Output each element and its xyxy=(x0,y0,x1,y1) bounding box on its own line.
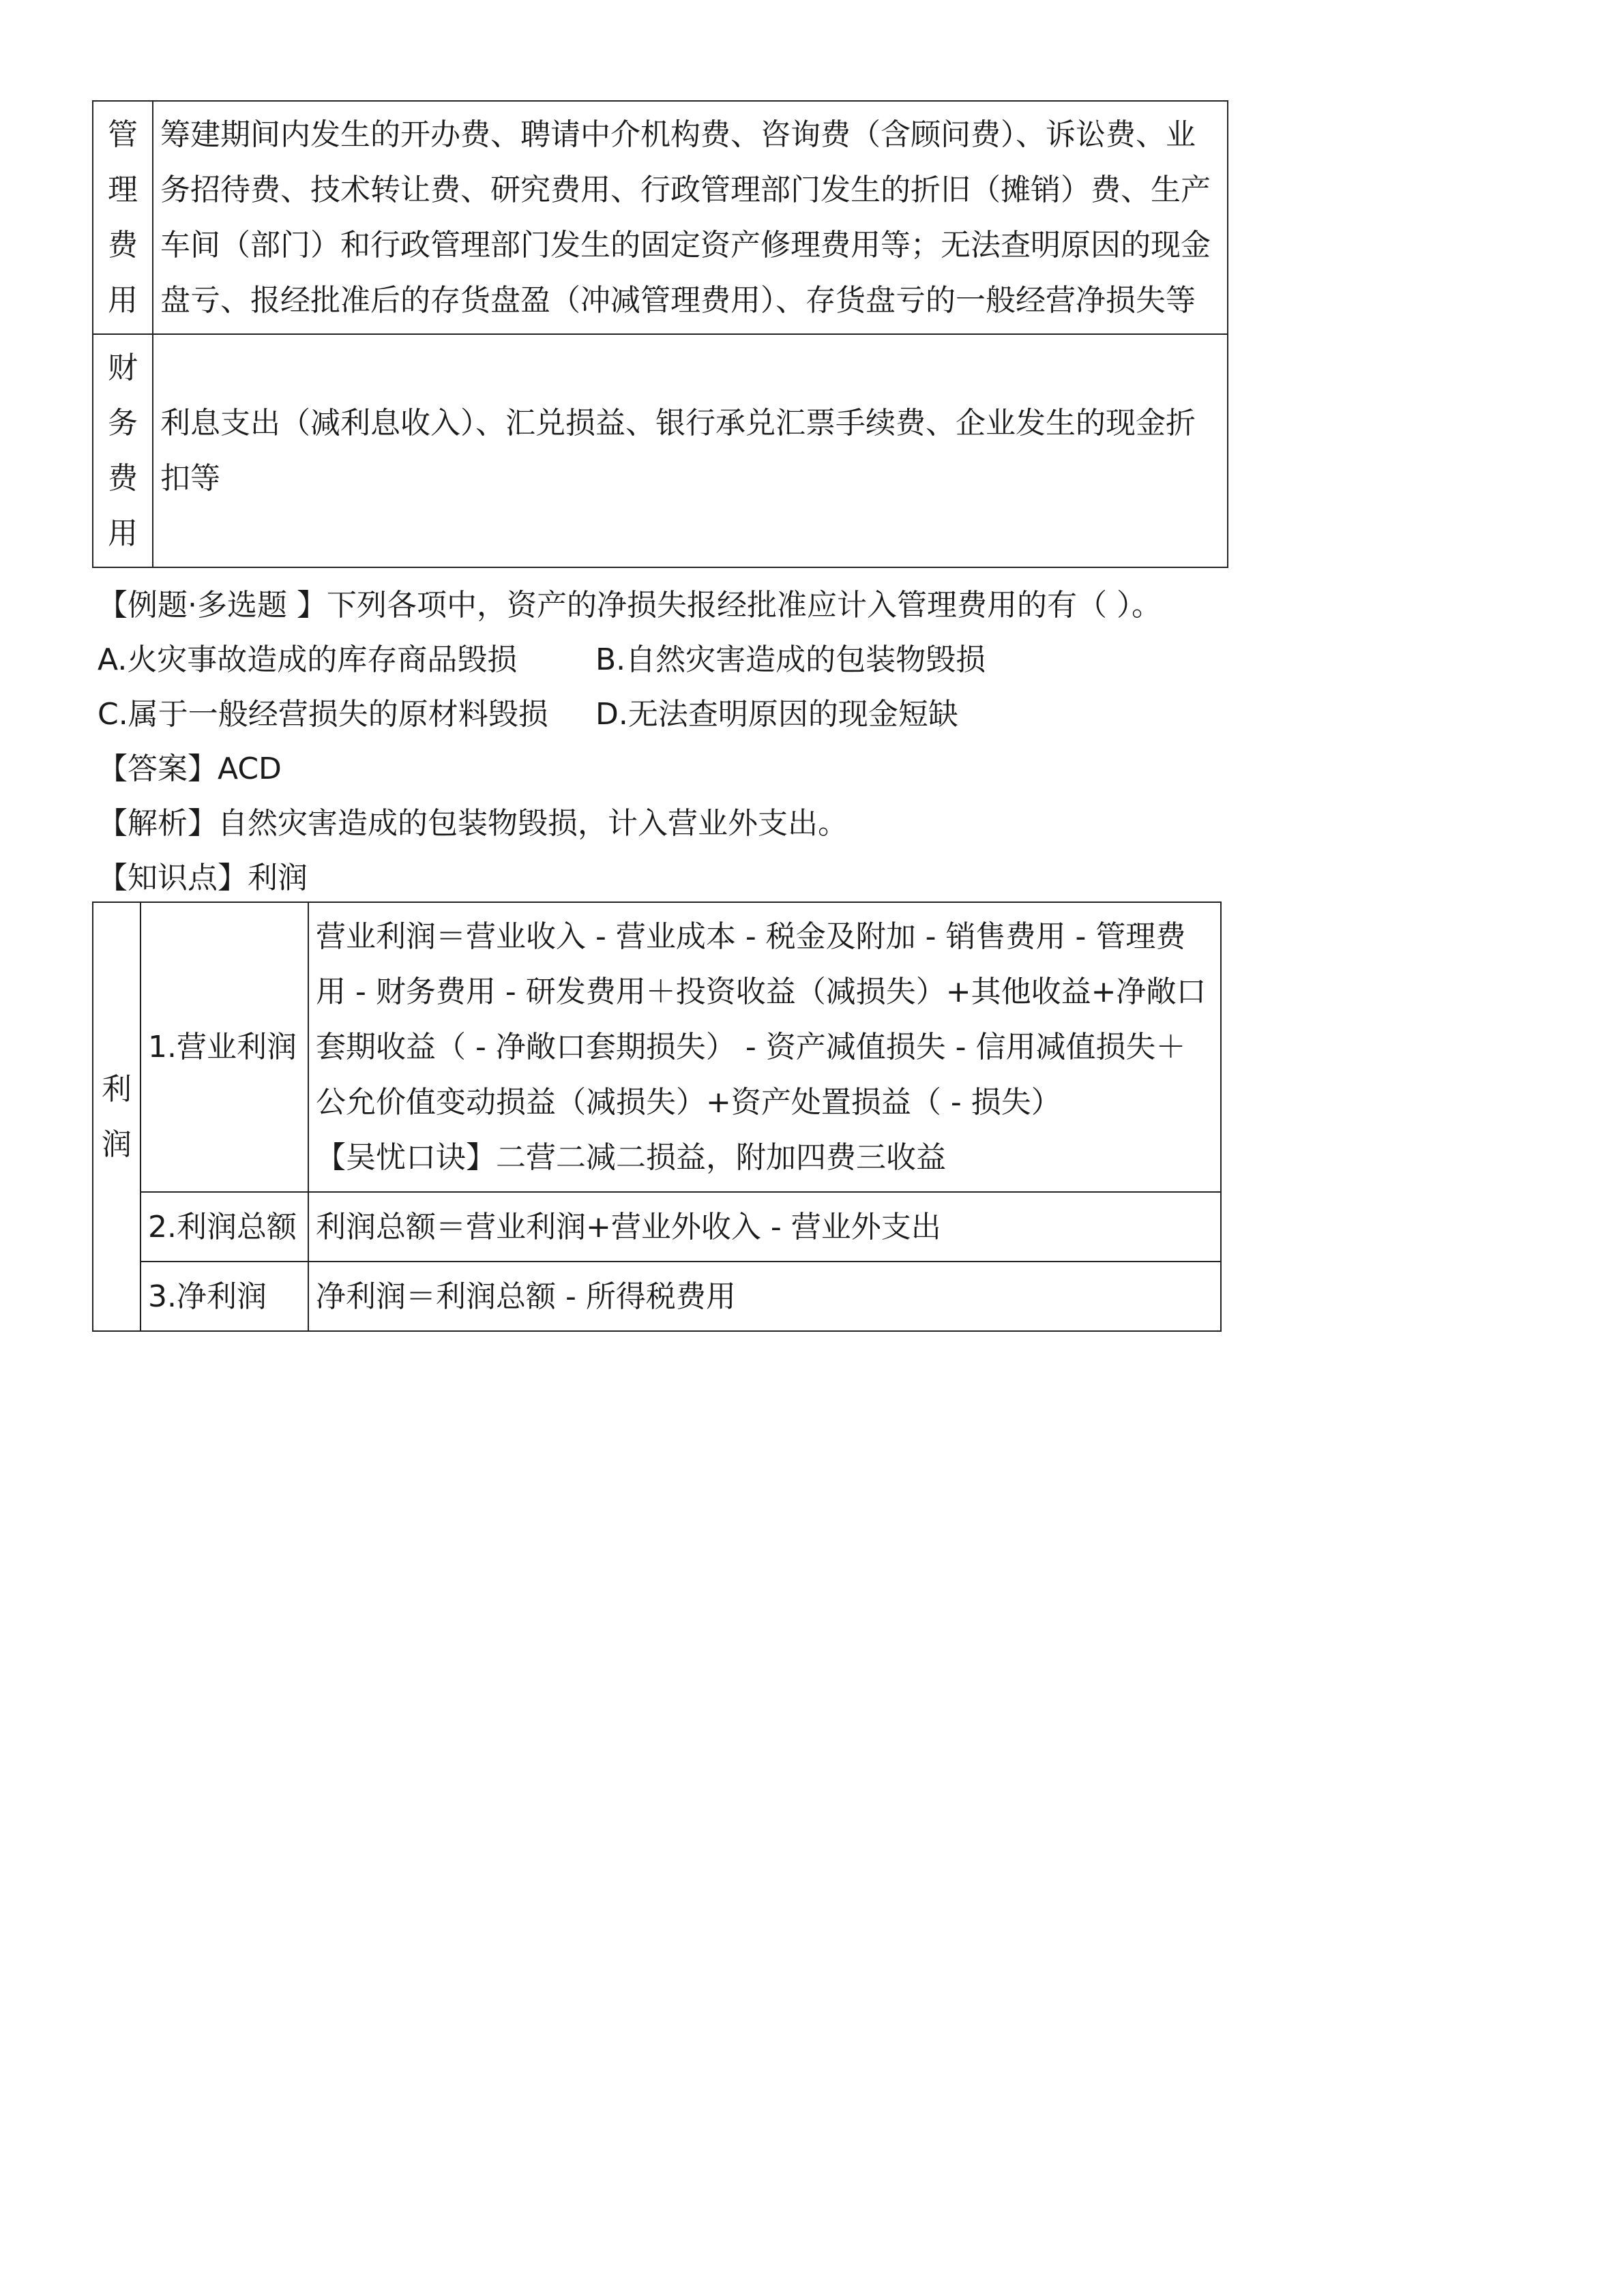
profit-table xyxy=(92,901,1222,1332)
answer-line: 【答案】ACD xyxy=(98,751,282,786)
row-label-admin-expense: 管 理 费 用 xyxy=(108,117,138,318)
profit-main-label-cell xyxy=(93,902,141,1331)
table-row xyxy=(93,1192,1221,1262)
row-content-cell xyxy=(153,101,1228,334)
option-a: A.火灾事故造成的库存商品毁损 xyxy=(98,642,518,677)
operating-profit-formula: 营业利润＝营业收入 - 营业成本 - 税金及附加 - 销售费用 - 管理费用 - 财务费用 - 研发费用＋投资收益（减损失）+其他收益+净敞口套期收益（ - 净敞口套期损失） - 资产减值损失 - 信用减值损失＋公允价值变动损益（减损失）+资产处置损益（ - 损失） xyxy=(316,919,1207,1120)
table-row xyxy=(93,101,1228,334)
net-profit-formula: 净利润＝利润总额 - 所得税费用 xyxy=(316,1279,736,1314)
item-label-cell xyxy=(141,1262,308,1331)
options-line-1 xyxy=(98,633,986,687)
question-stem: 【例题·多选题 】下列各项中，资产的净损失报经批准应计入管理费用的有（ ）。 xyxy=(98,588,1162,623)
option-d: D.无法查明原因的现金短缺 xyxy=(595,697,958,732)
row-label-cell xyxy=(93,334,153,567)
row-content-cell xyxy=(153,334,1228,567)
row-label-finance-expense: 财 务 费 用 xyxy=(108,351,138,551)
operating-profit-mnemonic: 【吴忧口诀】二营二减二损益，附加四费三收益 xyxy=(316,1140,946,1175)
profit-main-label: 利 润 xyxy=(102,1071,132,1162)
option-b: B.自然灾害造成的包装物毁损 xyxy=(595,642,986,677)
operating-profit-label: 1.营业利润 xyxy=(148,1030,297,1064)
table-row xyxy=(93,1262,1221,1331)
table-row xyxy=(93,902,1221,1192)
table-row xyxy=(93,334,1228,567)
total-profit-formula: 利润总额＝营业利润+营业外收入 - 营业外支出 xyxy=(316,1209,941,1244)
admin-expense-content: 筹建期间内发生的开办费、聘请中介机构费、咨询费（含顾问费）、诉讼费、业务招待费、技术转让费、研究费用、行政管理部门发生的折旧（摊销）费、生产车间（部门）和行政管理部门发生的固定资产修理费用等；无法查明原因的现金盘亏、报经批准后的存货盘盈（冲减管理费用）、存货盘亏的一般经营净损失等 xyxy=(160,117,1211,318)
finance-expense-content: 利息支出（减利息收入）、汇兑损益、银行承兑汇票手续费、企业发生的现金折扣等 xyxy=(160,406,1196,496)
option-c: C.属于一般经营损失的原材料毁损 xyxy=(98,697,548,732)
total-profit-label: 2.利润总额 xyxy=(148,1209,297,1244)
expense-table xyxy=(92,100,1228,568)
formula-cell xyxy=(308,902,1221,1192)
knowledge-point-line: 【知识点】利润 xyxy=(98,861,308,895)
net-profit-label: 3.净利润 xyxy=(148,1279,267,1314)
item-label-cell xyxy=(141,1192,308,1262)
row-label-cell xyxy=(93,101,153,334)
formula-cell xyxy=(308,1192,1221,1262)
item-label-cell xyxy=(141,902,308,1192)
analysis-line: 【解析】自然灾害造成的包装物毁损，计入营业外支出。 xyxy=(98,806,848,841)
options-line-2 xyxy=(98,687,958,742)
formula-cell xyxy=(308,1262,1221,1331)
